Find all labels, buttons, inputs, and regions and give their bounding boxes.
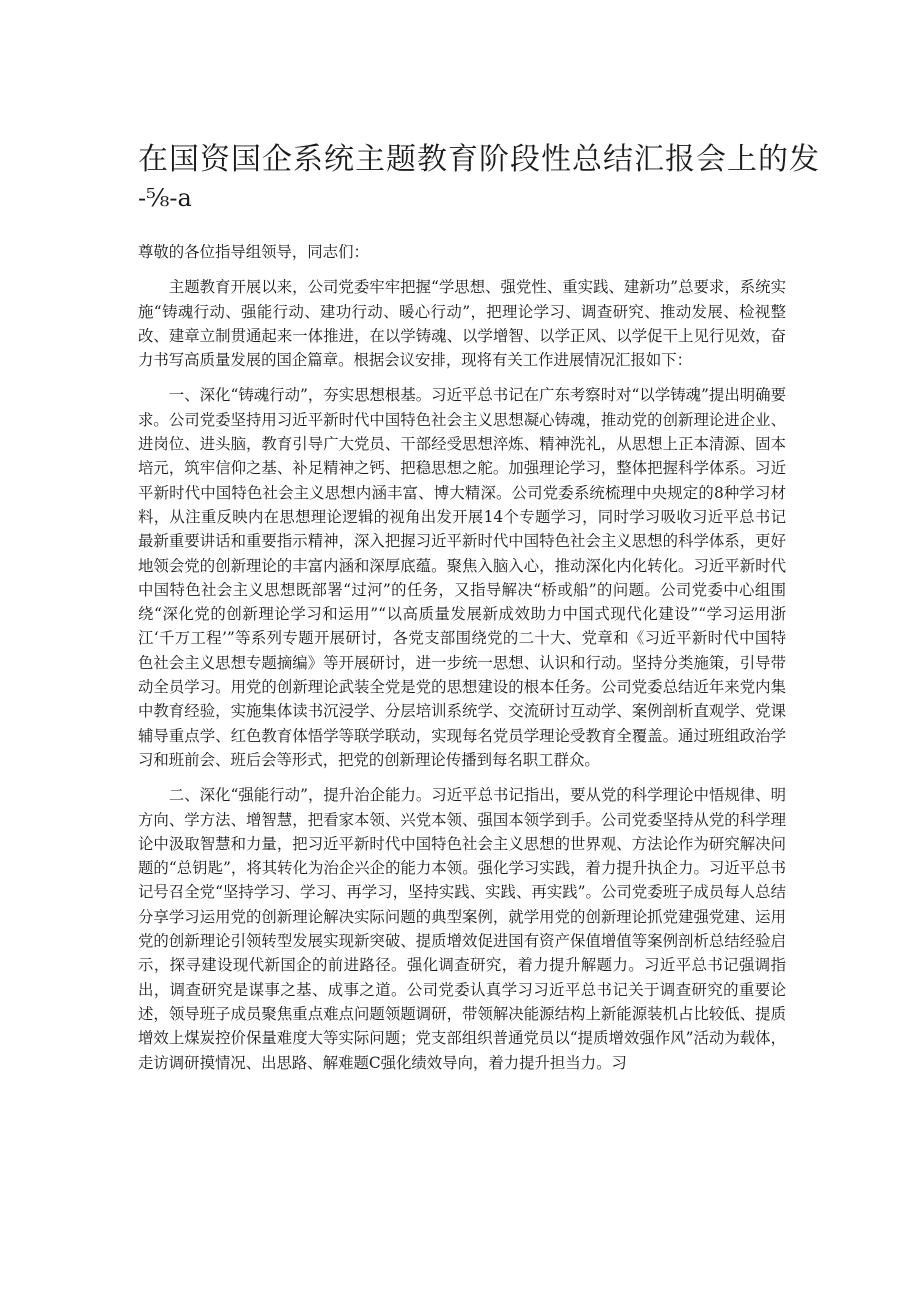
document-body xyxy=(138,240,786,1086)
document-title-continuation: -⅝-a xyxy=(138,184,192,212)
salutation: 尊敬的各位指导组领导，同志们： xyxy=(138,243,369,261)
paragraph-intro: 主题教育开展以来，公司党委牢牢把握“学思想、强党性、重实践、建新功”总要求，系统实施“铸魂行动、强能行动、建功行动、暖心行动”，把理论学习、调查研究、推动发展、检视整改、建章立制贯通起来一体推进，在以学铸魂、以学增智、以学正风、以学促干上见行见效，奋力书写高质量发展的国企篇章。根据会议安排，现将有关工作进展情况汇报如下： xyxy=(138,278,786,370)
paragraph-section-one: 一、深化“铸魂行动”，夯实思想根基。习近平总书记在广东考察时对“以学铸魂”提出明确要求。公司党委坚持用习近平新时代中国特色社会主义思想凝心铸魂，推动党的创新理论进企业、进岗位、进头脑，教育引导广大党员、干部经受思想淬炼、精神洗礼，从思想上正本清源、固本培元，筑牢信仰之基、补足精神之钙、把稳思想之舵。加强理论学习，整体把握科学体系。习近平新时代中国特色社会主义思想内涵丰富、博大精深。公司党委系统梳理中央规定的8种学习材料，从注重反映内在思想理论逻辑的视角出发开展14个专题学习，同时学习吸收习近平总书记最新重要讲话和重要指示精神，深入把握习近平新时代中国特色社会主义思想的科学体系，更好地领会党的创新理论的丰富内涵和深厚底蕴。聚焦入脑入心，推动深化内化转化。习近平新时代中国特色社会主义思想既部署“过河”的任务，又指导解决“桥或船”的问题。公司党委中心组围绕“深化党的创新理论学习和运用”“以高质量发展新成效助力中国式现代化建设”“学习运用浙江‘千万工程’”等系列专题开展研讨，各党支部围绕党的二十大、党章和《习近平新时代中国特色社会主义思想专题摘编》等开展研讨，进一步统一思想、认识和行动。坚持分类施策，引导带动全员学习。用党的创新理论武装全党是党的思想建设的根本任务。公司党委总结近年来党内集中教育经验，实施集体读书沉浸学、分层培训系统学、交流研讨互动学、案例剖析直观学、党课辅导重点学、红色教育体悟学等联学联动，实现每名党员学理论受教育全覆盖。通过班组政治学习和班前会、班后会等形式，把党的创新理论传播到每名职工群众。 xyxy=(138,386,786,769)
paragraph-section-two: 二、深化“强能行动”，提升治企能力。习近平总书记指出，要从党的科学理论中悟规律、明方向、学方法、增智慧，把看家本领、兴党本领、强国本领学到手。公司党委坚持从党的科学理论中汲取智慧和力量，把习近平新时代中国特色社会主义思想的世界观、方法论作为研究解决问题的“总钥匙”，将其转化为治企兴企的能力本领。强化学习实践，着力提升执企力。习近平总书记号召全党“坚持学习、学习、再学习，坚持实践、实践、再实践”。公司党委班子成员每人总结分享学习运用党的创新理论解决实际问题的典型案例，就学用党的创新理论抓党建强党建、运用党的创新理论引领转型发展实现新突破、提质增效促进国有资产保值增值等案例剖析总结经验启示，探寻建设现代新国企的前进路径。强化调查研究，着力提升解题力。习近平总书记强调指出，调查研究是谋事之基、成事之道。公司党委认真学习习近平总书记关于调查研究的重要论述，领导班子成员聚焦重点难点问题领题调研，带领解决能源结构上新能源装机占比较低、提质增效上煤炭控价保量难度大等实际问题；党支部组织普通党员以“提质增效强作风”活动为载体，走访调研摸情况、出思路、解难题C强化绩效导向，着力提升担当力。习 xyxy=(138,786,786,1072)
document-title: 在国资国企系统主题教育阶段性总结汇报会上的发 xyxy=(138,142,820,177)
